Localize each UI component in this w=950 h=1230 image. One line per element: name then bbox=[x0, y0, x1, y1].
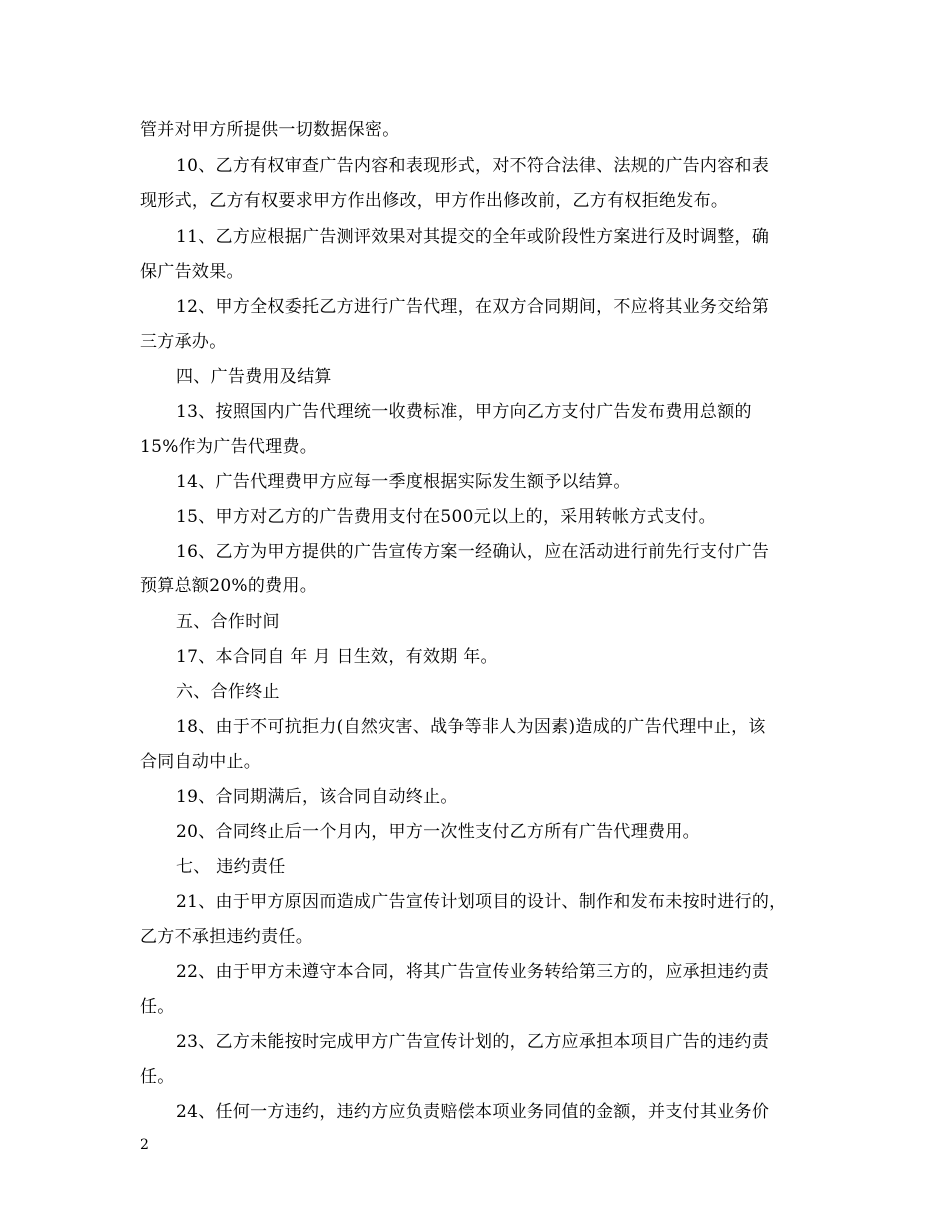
section-heading: 七、 违约责任 bbox=[176, 857, 286, 877]
text-line: 保广告效果。 bbox=[140, 262, 244, 282]
text-line: 18、由于不可抗拒力(自然灾害、战争等非人为因素)造成的广告代理中止，该 bbox=[176, 717, 766, 737]
text-line: 15%作为广告代理费。 bbox=[140, 437, 318, 457]
text-line: 12、甲方全权委托乙方进行广告代理，在双方合同期间，不应将其业务交给第 bbox=[176, 297, 770, 317]
text-line: 任。 bbox=[140, 1067, 175, 1087]
text-line: 22、由于甲方未遵守本合同，将其广告宣传业务转给第三方的，应承担违约责 bbox=[176, 962, 770, 982]
section-heading: 六、合作终止 bbox=[176, 682, 280, 702]
text-line: 预算总额20%的费用。 bbox=[140, 576, 318, 596]
text-line: 21、由于甲方原因而造成广告宣传计划项目的设计、制作和发布未按时进行的， bbox=[176, 892, 787, 912]
text-line: 合同自动中止。 bbox=[140, 752, 262, 772]
text-line: 19、合同期满后，该合同自动终止。 bbox=[176, 787, 458, 807]
text-line: 17、本合同自 年 月 日生效，有效期 年。 bbox=[176, 647, 498, 667]
text-line: 现形式，乙方有权要求甲方作出修改，甲方作出修改前，乙方有权拒绝发布。 bbox=[140, 191, 729, 211]
text-line: 13、按照国内广告代理统一收费标准，甲方向乙方支付广告发布费用总额的 bbox=[176, 402, 752, 422]
section-heading: 四、广告费用及结算 bbox=[176, 367, 332, 387]
page-number: 2 bbox=[140, 1137, 149, 1153]
text-line: 16、乙方为甲方提供的广告宣传方案一经确认，应在活动进行前先行支付广告 bbox=[176, 542, 770, 562]
section-heading: 五、合作时间 bbox=[176, 612, 280, 632]
text-line: 15、甲方对乙方的广告费用支付在500元以上的，采用转帐方式支付。 bbox=[176, 507, 716, 527]
text-line: 任。 bbox=[140, 997, 175, 1017]
text-line: 管并对甲方所提供一切数据保密。 bbox=[140, 120, 400, 140]
text-line: 10、乙方有权审查广告内容和表现形式，对不符合法律、法规的广告内容和表 bbox=[176, 156, 770, 176]
text-line: 三方承办。 bbox=[140, 332, 227, 352]
text-line: 23、乙方未能按时完成甲方广告宣传计划的，乙方应承担本项目广告的违约责 bbox=[176, 1032, 770, 1052]
text-line: 11、乙方应根据广告测评效果对其提交的全年或阶段性方案进行及时调整，确 bbox=[176, 227, 770, 247]
text-line: 乙方不承担违约责任。 bbox=[140, 927, 313, 947]
text-line: 14、广告代理费甲方应每一季度根据实际发生额予以结算。 bbox=[176, 472, 631, 492]
text-line: 24、任何一方违约，违约方应负责赔偿本项业务同值的金额，并支付其业务价 bbox=[176, 1102, 770, 1122]
text-line: 20、合同终止后一个月内，甲方一次性支付乙方所有广告代理费用。 bbox=[176, 822, 700, 842]
